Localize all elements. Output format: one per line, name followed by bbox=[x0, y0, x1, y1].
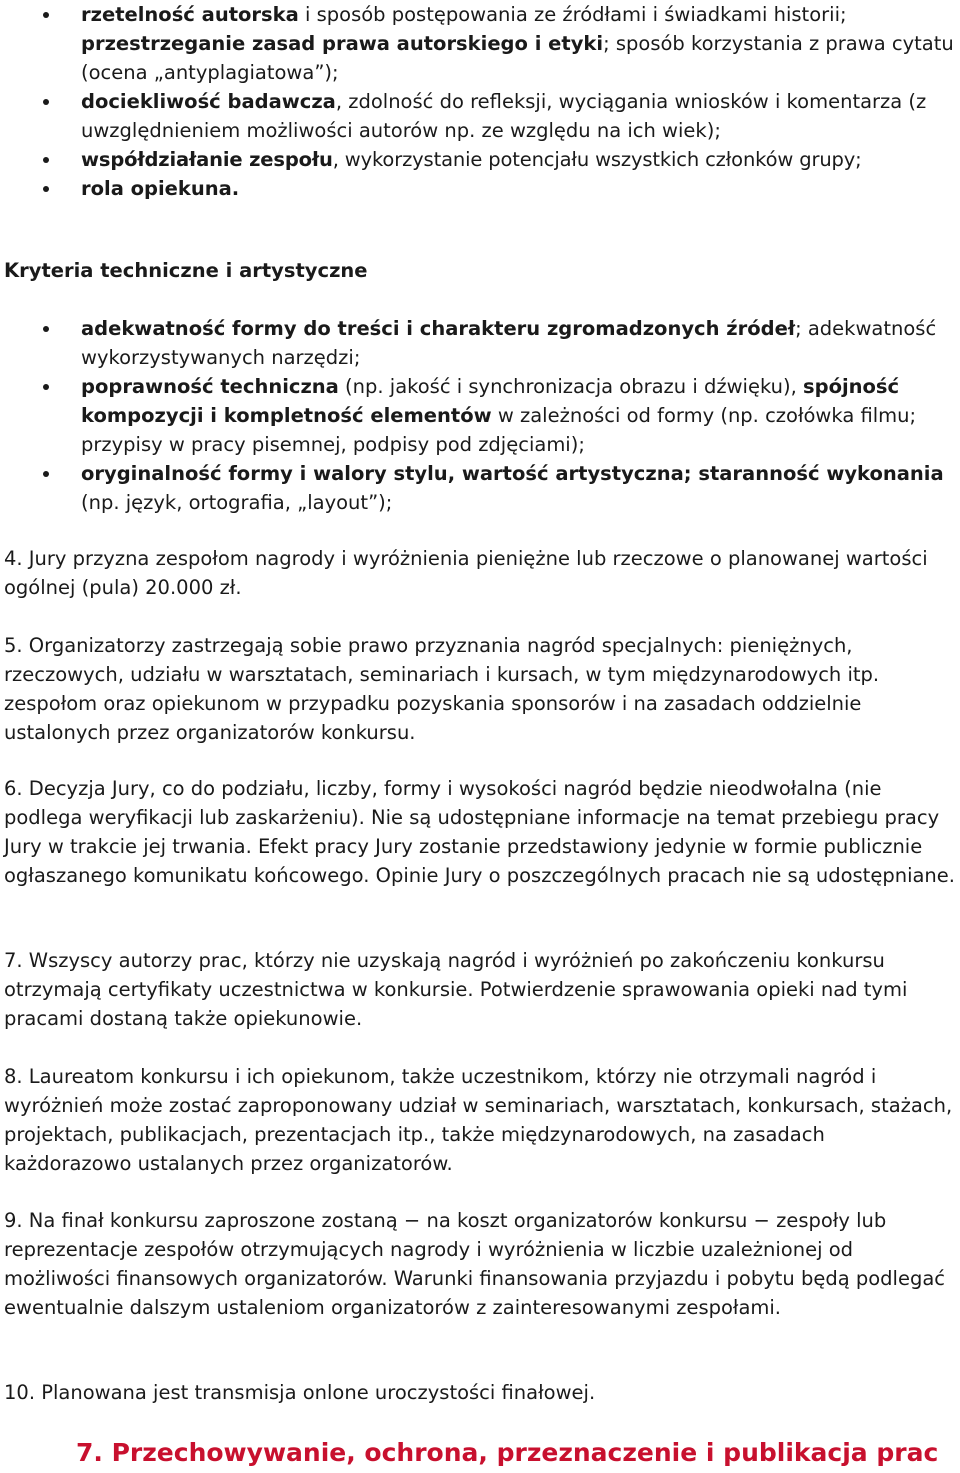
criteria-list-top bbox=[4, 0, 956, 203]
body-text: i sposób postępowania ze źródłami i świadkami historii; bbox=[298, 3, 847, 26]
paragraph-4: 4. Jury przyzna zespołom nagrody i wyróżnienia pieniężne lub rzeczowe o planowanej wartości ogólnej (pula) 20.000 zł. bbox=[4, 547, 928, 599]
list-item bbox=[4, 314, 956, 372]
list-item bbox=[4, 372, 956, 459]
bold-text: oryginalność formy i walory stylu, wartość artystyczna; staranność wykonania bbox=[81, 462, 944, 485]
list-item bbox=[4, 174, 956, 203]
bold-text: przestrzeganie zasad prawa autorskiego i etyki bbox=[81, 32, 604, 55]
list-item bbox=[4, 0, 956, 87]
list-item bbox=[4, 459, 956, 517]
bold-text: spójność kompozycji i kompletność elementów bbox=[81, 375, 900, 427]
bullet-icon bbox=[43, 471, 49, 477]
list-item bbox=[4, 87, 956, 145]
body-text: , zdolność do refleksji, wyciągania wniosków i komentarza (z uwzględnieniem możliwości autorów np. ze względu na ich wiek); bbox=[81, 90, 927, 142]
paragraph-5: 5. Organizatorzy zastrzegają sobie prawo przyznania nagród specjalnych: pieniężnych, rzeczowych, udziału w warsztatach, seminariach i kursach, w tym międzynarodowych itp. zespołom oraz opiekunom w przypadku pozyskania sponsorów i na zasadach oddzielnie ustalonych przez organizatorów konkursu. bbox=[4, 634, 880, 744]
body-text: ; adekwatność wykorzystywanych narzędzi; bbox=[81, 317, 937, 369]
section-subheading: Kryteria techniczne i artystyczne bbox=[4, 259, 368, 282]
bold-text: rola opiekuna. bbox=[81, 177, 240, 200]
body-text: , wykorzystanie potencjału wszystkich członków grupy; bbox=[332, 148, 862, 171]
body-text: ; sposób korzystania z prawa cytatu (ocena „antyplagiatowa”); bbox=[81, 32, 954, 84]
bullet-icon bbox=[43, 186, 49, 192]
bullet-icon bbox=[43, 157, 49, 163]
bullet-icon bbox=[43, 326, 49, 332]
paragraph-10: 10. Planowana jest transmisja onlone uroczystości finałowej. bbox=[4, 1381, 596, 1404]
bullet-icon bbox=[43, 99, 49, 105]
criteria-list-technical bbox=[4, 314, 956, 517]
bullet-icon bbox=[43, 12, 49, 18]
paragraph-8: 8. Laureatom konkursu i ich opiekunom, także uczestnikom, którzy nie otrzymali nagród i wyróżnień może zostać zaproponowany udział w seminariach, warsztatach, konkursach, stażach, projektach, publikacjach, prezentacjach itp., także międzynarodowych, na zasadach każdorazowo ustalanych przez organizatorów. bbox=[4, 1065, 953, 1175]
bold-text: dociekliwość badawcza bbox=[81, 90, 336, 113]
bold-text: współdziałanie zespołu bbox=[81, 148, 333, 171]
paragraph-7: 7. Wszyscy autorzy prac, którzy nie uzyskają nagród i wyróżnień po zakończeniu konkursu otrzymają certyfikaty uczestnictwa w konkursie. Potwierdzenie sprawowania opieki nad tymi pracami dostaną także opiekunowie. bbox=[4, 949, 908, 1030]
bold-text: adekwatność formy do treści i charakteru zgromadzonych źródeł bbox=[81, 317, 796, 340]
body-text: w zależności od formy (np. czołówka filmu; przypisy w pracy pisemnej, podpisy pod zdjęciami); bbox=[81, 404, 917, 456]
paragraph-9: 9. Na finał konkursu zaproszone zostaną − na koszt organizatorów konkursu − zespoły lub reprezentacje zespołów otrzymujących nagrody i wyróżnienia w liczbie uzależnionej od możliwości finansowych organizatorów. Warunki finansowania przyjazdu i pobytu będą podlegać ewentualnie dalszym ustaleniom organizatorów z zainteresowanymi zespołami. bbox=[4, 1209, 946, 1319]
list-item bbox=[4, 145, 956, 174]
body-text: (np. jakość i synchronizacja obrazu i dźwięku), bbox=[338, 375, 803, 398]
paragraph-6: 6. Decyzja Jury, co do podziału, liczby, formy i wysokości nagród będzie nieodwołalna (nie podlega weryfikacji lub zaskarżeniu). Nie są udostępniane informacje na temat przebiegu pracy Jury w trakcie jej trwania. Efekt pracy Jury zostanie przedstawiony jedynie w formie publicznie ogłaszanego komunikatu końcowego. Opinie Jury o poszczególnych pracach nie są udostępniane. bbox=[4, 777, 955, 887]
body-text: (np. język, ortografia, „layout”); bbox=[81, 491, 393, 514]
section-heading: 7. Przechowywanie, ochrona, przeznaczenie i publikacja prac bbox=[76, 1438, 939, 1467]
bold-text: poprawność techniczna bbox=[81, 375, 339, 398]
bullet-icon bbox=[43, 384, 49, 390]
bold-text: rzetelność autorska bbox=[81, 3, 299, 26]
